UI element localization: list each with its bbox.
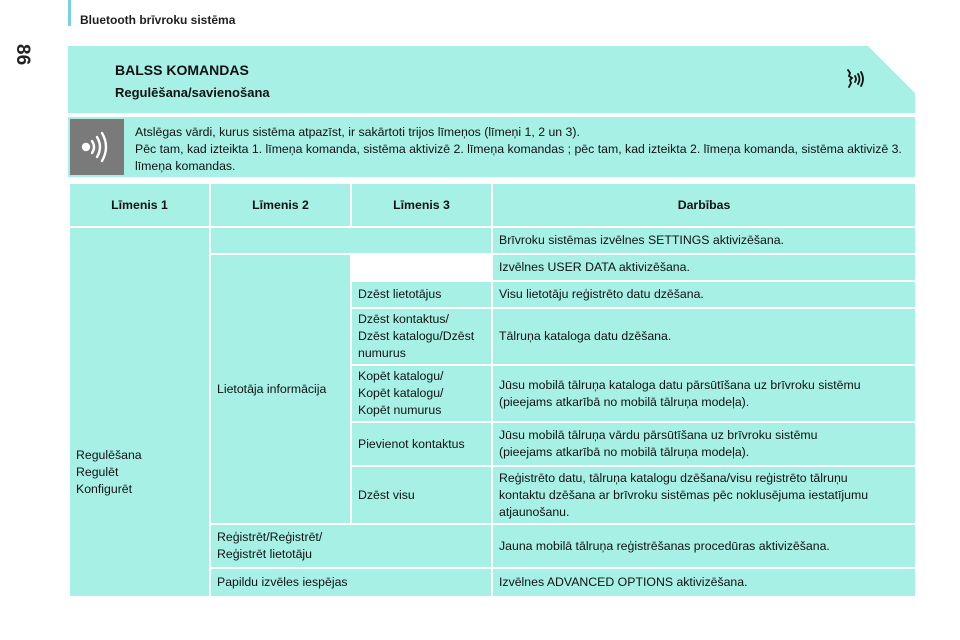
section-header-band xyxy=(68,46,915,113)
intro-line-2: Pēc tam, kad izteikta 1. līmeņa komanda, sistēma aktivizē 2. līmeņa komandas ; pēc tam, kad izteikta 2. līmeņa komanda, sistēma aktivizē 3. līmeņa komandas. xyxy=(135,142,902,173)
section-subtitle: Regulēšana/savienošana xyxy=(115,85,270,100)
voice-command-icon-box xyxy=(70,119,124,175)
empty-cell xyxy=(352,255,491,280)
action-cell: Tālruņa kataloga datu dzēšana. xyxy=(493,309,915,364)
level3-cell xyxy=(352,309,491,364)
action-line: Reģistrēto datu, tālruņa katalogu dzēšana/visu reģistrēto tālruņu xyxy=(499,470,848,485)
action-cell: Izvēlnes USER DATA aktivizēšana. xyxy=(493,255,915,280)
intro-line-1: Atslēgas vārdi, kurus sistēma atpazīst, ir sakārtoti trijos līmeņos (līmeņi 1, 2 un 3). xyxy=(135,125,580,139)
empty-cell xyxy=(211,228,491,253)
level1-line: Regulēšana xyxy=(76,447,142,462)
header-level-3: Līmenis 3 xyxy=(352,184,491,226)
level1-line: Regulēt xyxy=(76,464,119,479)
voice-commands-table xyxy=(68,182,917,598)
page-number: 86 xyxy=(12,44,33,66)
level3-line: Kopēt katalogu/ xyxy=(358,369,444,383)
action-line: kontaktu dzēšana ar brīvroku sistēmas pēc noklusējuma iestatījumu xyxy=(499,487,869,502)
level1-line: Konfigurēt xyxy=(76,481,133,496)
header-level-1: Līmenis 1 xyxy=(70,184,209,226)
action-cell: Visu lietotāju reģistrēto datu dzēšana. xyxy=(493,282,915,307)
running-title: Bluetooth brīvroku sistēma xyxy=(80,13,236,27)
table-row xyxy=(70,228,915,253)
left-accent-bar xyxy=(68,0,71,26)
action-line: Jūsu mobilā tālruņa kataloga datu pārsūtīšana uz brīvroku sistēmu xyxy=(499,377,861,392)
voice-command-icon xyxy=(70,119,124,175)
speaking-head-icon xyxy=(845,67,871,93)
level3-cell: Dzēst visu xyxy=(352,467,491,523)
user-info-cell: Lietotāja informācija xyxy=(211,255,350,523)
level3-line: numurus xyxy=(358,346,406,360)
intro-text xyxy=(135,124,905,175)
action-cell: Brīvroku sistēmas izvēlnes SETTINGS aktivizēšana. xyxy=(493,228,915,253)
level3-cell: Dzēst lietotājus xyxy=(352,282,491,307)
level3-cell xyxy=(352,366,491,421)
level3-line: Dzēst kontaktus/ xyxy=(358,312,449,326)
header-level-2: Līmenis 2 xyxy=(211,184,350,226)
action-cell xyxy=(493,467,915,523)
level1-cell xyxy=(70,228,209,596)
level3-line: Dzēst katalogu/Dzēst xyxy=(358,329,475,343)
level3-line: Kopēt numurus xyxy=(358,403,442,417)
table-header-row xyxy=(70,184,915,226)
action-cell: Jauna mobilā tālruņa reģistrēšanas procedūras aktivizēšana. xyxy=(493,525,915,567)
level2-line: Reģistrēt lietotāju xyxy=(217,547,313,561)
section-title: BALSS KOMANDAS xyxy=(115,62,249,78)
level3-line: Kopēt katalogu/ xyxy=(358,386,444,400)
action-cell: Izvēlnes ADVANCED OPTIONS aktivizēšana. xyxy=(493,569,915,596)
action-cell xyxy=(493,423,915,465)
action-line: (pieejams atkarībā no mobilā tālruņa modeļa). xyxy=(499,445,750,459)
action-cell xyxy=(493,366,915,421)
header-actions: Darbības xyxy=(493,184,915,226)
action-line: Jūsu mobilā tālruņa vārdu pārsūtīšana uz brīvroku sistēmu xyxy=(499,428,818,442)
level2-cell: Papildu izvēles iespējas xyxy=(211,569,491,596)
level2-cell xyxy=(211,525,491,567)
level3-cell: Pievienot kontaktus xyxy=(352,423,491,465)
level2-line: Reģistrēt/Reģistrēt/ xyxy=(217,530,323,544)
action-line: atjaunošanu. xyxy=(499,504,570,519)
action-line: (pieejams atkarībā no mobilā tālruņa modeļa). xyxy=(499,394,750,409)
